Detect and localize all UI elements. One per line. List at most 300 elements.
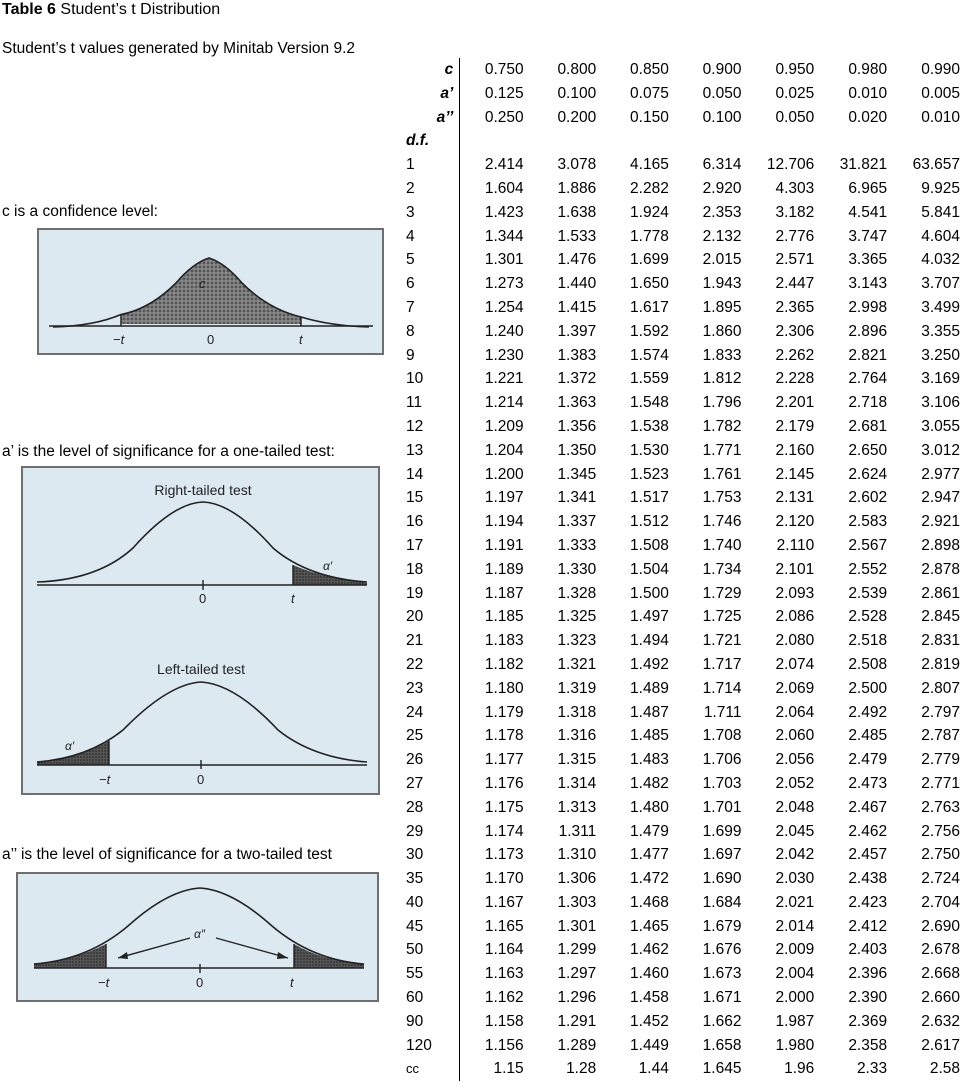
table-row-label: 55 [396,962,460,986]
table-cell: 0.010 [921,108,960,126]
table-cell: 1.734 [702,560,742,578]
table-cell: 6.965 [848,179,888,197]
table-row-label: 45 [396,915,460,939]
table-cell: 0.010 [848,84,888,102]
table-cell: 1.530 [630,441,669,459]
table-row-label: 12 [396,415,460,439]
table-cell: 2.447 [775,275,815,293]
table-cell: 1.697 [702,846,742,864]
table-row [396,296,960,320]
table-cell: 2.583 [848,513,888,531]
table-cell: 1.28 [566,1060,597,1078]
table-cell: 1.344 [484,227,524,245]
table-cell: 2.015 [702,251,742,269]
table-cell: 0.900 [702,61,742,78]
table-cell: 2.160 [775,441,815,459]
table-cell: 1.706 [702,751,742,769]
table-row-label: 8 [396,320,460,344]
table-cell: 3.143 [848,275,888,293]
table-cell: 1.325 [557,608,597,626]
table-cell: 4.165 [630,156,669,174]
left-tailed-neg-t: −t [99,772,111,787]
table-cell: 0.950 [775,61,815,78]
one-tailed-label: a’ is the level of significance for a one-tailed test: [2,443,335,460]
table-cell: 2.718 [848,394,888,412]
table-cell: 1.833 [702,346,742,364]
table-row-label: 26 [396,748,460,772]
table-cell: 1.662 [702,1012,742,1030]
right-tailed-t: t [291,591,295,606]
table-cell: 1.341 [557,489,597,507]
table-cell: 3.707 [921,275,960,293]
table-cell: 1.356 [557,417,597,435]
table-cell: 1.796 [702,394,742,412]
table-cell: 0.850 [630,61,669,78]
table-cell: 1.468 [630,893,669,911]
table-cell: 2.396 [848,965,888,983]
table-cell: 1.512 [630,513,669,531]
table-row-label: 1 [396,153,460,177]
table-cell: 1.679 [702,917,742,935]
table-cell: 2.660 [921,989,960,1007]
table-cell: 2.473 [848,774,888,792]
alpha-arrow-left [118,938,190,958]
table-row [396,629,960,653]
table-row-label: 25 [396,724,460,748]
table-cell: 1.860 [702,322,742,340]
table-cell: 1.725 [702,608,742,626]
table-cell: 0.005 [921,84,960,102]
table-cell: 1.714 [702,679,742,697]
table-row-label: 18 [396,558,460,582]
table-cell: 1.452 [630,1012,669,1030]
table-cell: 1.574 [630,346,669,364]
table-cell: 2.763 [921,798,960,816]
table-cell: 2.947 [921,489,960,507]
table-row [396,344,960,368]
table-cell: 2.977 [921,465,960,483]
left-tailed-title: Left-tailed test [157,661,245,677]
table-cell: 0.020 [848,108,888,126]
table-cell: 1.297 [557,965,597,983]
table-cell [741,129,814,153]
table-cell: 1.523 [630,465,669,483]
table-cell: 1.746 [702,513,742,531]
table-cell: 4.541 [848,203,888,221]
table-row [396,582,960,606]
table-cell: 1.708 [702,727,742,745]
table-cell: 1.480 [630,798,669,816]
table-cell: 1.497 [630,608,669,626]
table-cell: 3.012 [921,441,960,459]
table-row [396,439,960,463]
table-cell: 1.176 [484,774,524,792]
table-row-label: 22 [396,653,460,677]
table-cell: 1.559 [630,370,669,388]
table-cell: 0.150 [630,108,669,126]
t-distribution-table [396,58,960,1081]
table-cell: 2.306 [775,322,815,340]
header-row-label: c [396,58,460,82]
table-subtitle: Student’s t values generated by Minitab Version 9.2 [2,40,355,57]
table-cell: 1.617 [630,298,669,316]
table-row [396,558,960,582]
table-cell: 1.306 [557,870,597,888]
table-cell: 1.782 [702,417,742,435]
table-cell: 1.771 [702,441,742,459]
table-row-label: 6 [396,272,460,296]
table-cell: 1.671 [702,989,742,1007]
table-cell: 1.177 [484,751,524,769]
table-cell: 1.703 [702,774,742,792]
table-cell: 2.571 [775,251,815,269]
table-cell: 2.58 [929,1060,960,1078]
table-cell: 2.369 [848,1012,888,1030]
table-cell: 1.740 [702,536,742,554]
table-row [396,938,960,962]
table-row [396,248,960,272]
table-cell: 1.721 [702,632,742,650]
table-cell: 1.44 [638,1060,669,1078]
table-cell: 1.449 [630,1036,669,1054]
table-cell: 1.699 [630,251,669,269]
table-cell [814,129,887,153]
table-cell: 1.548 [630,394,669,412]
table-cell: 1.924 [630,203,669,221]
table-cell: 2.807 [921,679,960,697]
table-row [396,1034,960,1058]
table-cell: 2.831 [921,632,960,650]
table-cell: 2.845 [921,608,960,626]
table-cell: 2.014 [775,917,815,935]
table-cell: 0.980 [848,61,888,78]
table-row [396,986,960,1010]
header-row-label: a’’ [396,106,460,130]
table-cell: 2.358 [848,1036,888,1054]
table-row [396,534,960,558]
table-row [396,772,960,796]
table-cell: 1.363 [557,394,597,412]
table-cell [669,129,742,153]
table-cell: 1.170 [484,870,524,888]
table-cell: 1.291 [557,1012,597,1030]
table-cell: 1.684 [702,893,742,911]
table-row-label: 27 [396,772,460,796]
table-cell: 2.365 [775,298,815,316]
table-cell: 1.423 [484,203,524,221]
table-cell: 2.704 [921,893,960,911]
zero-label: 0 [207,332,215,347]
table-cell: 2.262 [775,346,815,364]
table-cell: 1.310 [557,846,597,864]
table-row-label: 9 [396,344,460,368]
table-row [396,177,960,201]
table-row-label: 2 [396,177,460,201]
table-cell: 1.173 [484,846,524,864]
two-tailed-figure [16,872,379,1002]
table-cell: 1.465 [630,917,669,935]
table-row [396,796,960,820]
table-cell: 2.438 [848,870,888,888]
table-cell: 2.678 [921,941,960,959]
table-row-label: 30 [396,843,460,867]
table-row-label: 16 [396,510,460,534]
table-row-label: 24 [396,701,460,725]
table-cell: 1.183 [484,632,524,650]
t-label: t [299,332,303,347]
table-cell: 1.477 [630,846,669,864]
two-tailed-t: t [290,975,294,990]
c-mark-label: c [199,276,206,291]
table-cell: 0.100 [557,84,597,102]
table-cell: 1.189 [484,560,524,578]
table-row [396,1057,960,1081]
table-cell [524,129,597,153]
confidence-level-figure [37,228,384,355]
table-cell: 1.943 [702,275,742,293]
df-header-row-label: d.f. [396,129,460,153]
table-cell: 2.131 [775,489,815,507]
table-cell: 2.030 [775,870,815,888]
header-row [396,58,960,82]
table-cell: 1.337 [557,513,597,531]
table-cell: 2.120 [775,513,815,531]
table-row-label: 3 [396,201,460,225]
table-cell: 3.078 [557,156,597,174]
table-cell: 2.668 [921,965,960,983]
table-row-label: 11 [396,391,460,415]
table-cell: 1.717 [702,655,742,673]
table-cell: 1.729 [702,584,742,602]
table-cell: 2.33 [856,1060,888,1078]
table-cell: 2.776 [775,227,815,245]
table-cell: 1.812 [702,370,742,388]
table-cell: 1.204 [484,441,524,459]
table-cell: 2.819 [921,655,960,673]
table-cell: 1.980 [775,1036,815,1054]
header-row-label: a’ [396,82,460,106]
table-cell: 1.330 [557,560,597,578]
table-row-label: 50 [396,938,460,962]
table-cell: 1.440 [557,275,597,293]
table-cell: 1.350 [557,441,597,459]
table-cell: 2.052 [775,774,815,792]
table-cell: 1.673 [702,965,742,983]
table-row [396,1010,960,1034]
table-cell: 1.313 [557,798,597,816]
table-cell: 2.056 [775,751,815,769]
table-cell: 5.841 [921,203,960,221]
table-cell: 2.403 [848,941,888,959]
table-cell: 1.645 [702,1060,742,1078]
table-cell: 9.925 [921,179,960,197]
table-cell: 1.476 [557,251,597,269]
table-cell: 1.315 [557,751,597,769]
header-row [396,82,960,106]
table-cell: 2.998 [848,298,888,316]
table-row [396,486,960,510]
alpha-arrow-right [216,938,288,958]
table-cell [887,129,960,153]
table-row-label: 20 [396,605,460,629]
table-cell: 1.180 [484,679,524,697]
table-cell: 2.093 [775,584,815,602]
table-cell: 2.045 [775,822,815,840]
left-tailed-alpha: α′ [65,739,75,753]
table-cell: 4.303 [775,179,815,197]
table-cell: 1.301 [557,917,597,935]
table-cell: 2.681 [848,417,888,435]
table-cell: 1.240 [484,322,524,340]
table-cell: 2.060 [775,727,815,745]
table-cell: 1.197 [484,489,524,507]
table-cell: 1.504 [630,560,669,578]
table-cell: 1.492 [630,655,669,673]
table-row-label: 90 [396,1010,460,1034]
header-row [396,106,960,130]
table-cell: 1.162 [484,989,524,1007]
table-cell: 1.200 [484,465,524,483]
table-row-label: 21 [396,629,460,653]
confidence-level-label: c is a confidence level: [2,203,158,220]
table-cell: 2.390 [848,989,888,1007]
table-cell: 1.372 [557,370,597,388]
table-cell: 2.042 [775,846,815,864]
table-cell: 1.96 [784,1060,815,1078]
two-tailed-zero: 0 [196,975,204,990]
table-cell: 1.191 [484,536,524,554]
table-cell: 0.200 [557,108,597,126]
table-cell: 0.990 [921,61,960,78]
table-row [396,415,960,439]
confidence-shaded-area [121,258,301,324]
table-cell: 3.055 [921,417,960,435]
table-cell: 1.886 [557,179,597,197]
right-tailed-curve [37,502,367,582]
table-cell: 0.750 [484,61,524,78]
table-row-label: 15 [396,486,460,510]
left-tailed-curve [37,682,367,762]
table-cell: 2.004 [775,965,815,983]
table-cell: 2.069 [775,679,815,697]
table-cell: 1.316 [557,727,597,745]
table-cell: 1.479 [630,822,669,840]
table-cell: 1.397 [557,322,597,340]
table-row-label: 29 [396,820,460,844]
table-cell: 1.508 [630,536,669,554]
table-row-label: 28 [396,796,460,820]
table-cell: 1.895 [702,298,742,316]
table-cell: 63.657 [912,156,960,174]
table-cell: 2.479 [848,751,888,769]
table-cell: 2.750 [921,846,960,864]
table-cell: 1.489 [630,679,669,697]
table-cell: 1.289 [557,1036,597,1054]
table-cell: 0.800 [557,61,597,78]
table-cell: 0.050 [702,84,742,102]
table-cell: 1.533 [557,227,597,245]
table-cell: 1.487 [630,703,669,721]
table-row [396,820,960,844]
table-row [396,915,960,939]
table-row [396,463,960,487]
table-cell: 2.539 [848,584,888,602]
table-cell: 3.106 [921,394,960,412]
table-cell: 1.185 [484,608,524,626]
table-cell: 1.676 [702,941,742,959]
table-cell: 2.567 [848,536,888,554]
table-cell: 1.156 [484,1036,524,1054]
table-cell: 3.499 [921,298,960,316]
table-row-label: 13 [396,439,460,463]
table-cell: 1.214 [484,394,524,412]
table-cell: 3.365 [848,251,888,269]
table-cell: 1.701 [702,798,742,816]
table-cell: 4.604 [921,227,960,245]
table-cell: 2.021 [775,893,815,911]
table-cell: 1.650 [630,275,669,293]
table-cell: 1.174 [484,822,524,840]
table-row [396,843,960,867]
table-cell: 1.383 [557,346,597,364]
table-cell: 2.101 [775,560,815,578]
table-cell: 2.518 [848,632,888,650]
table-cell: 2.764 [848,370,888,388]
table-row [396,153,960,177]
table-cell: 1.182 [484,655,524,673]
table-cell: 2.617 [921,1036,960,1054]
two-tailed-curve [34,888,364,964]
table-cell: 1.158 [484,1012,524,1030]
table-row [396,962,960,986]
table-cell: 2.110 [776,536,815,554]
table-cell [596,129,669,153]
table-row-label: cc [396,1057,460,1081]
table-cell: 1.194 [484,513,524,531]
table-cell: 1.638 [557,203,597,221]
table-cell: 2.898 [921,536,960,554]
table-cell: 2.064 [775,703,815,721]
table-row-label: 40 [396,891,460,915]
left-tailed-zero: 0 [197,772,205,787]
table-cell: 2.650 [848,441,888,459]
table-cell: 1.321 [557,655,597,673]
table-cell: 1.164 [484,941,524,959]
table-cell: 1.472 [630,870,669,888]
table-cell: 1.345 [557,465,597,483]
table-row [396,510,960,534]
table-row-label: 23 [396,677,460,701]
table-cell: 2.528 [848,608,888,626]
table-cell: 1.482 [630,774,669,792]
table-cell: 2.756 [921,822,960,840]
table-cell: 2.797 [921,703,960,721]
table-cell: 1.462 [630,941,669,959]
table-cell: 2.353 [702,203,742,221]
table-cell: 1.415 [557,298,597,316]
table-cell [460,129,524,153]
table-cell: 3.355 [921,322,960,340]
table-cell: 2.423 [848,893,888,911]
table-cell: 1.178 [484,727,524,745]
table-cell: 3.182 [775,203,815,221]
right-tailed-alpha: α′ [323,559,333,573]
table-cell: 2.921 [921,513,960,531]
table-cell: 1.230 [484,346,524,364]
table-cell: 0.025 [775,84,815,102]
table-row [396,605,960,629]
table-row [396,867,960,891]
